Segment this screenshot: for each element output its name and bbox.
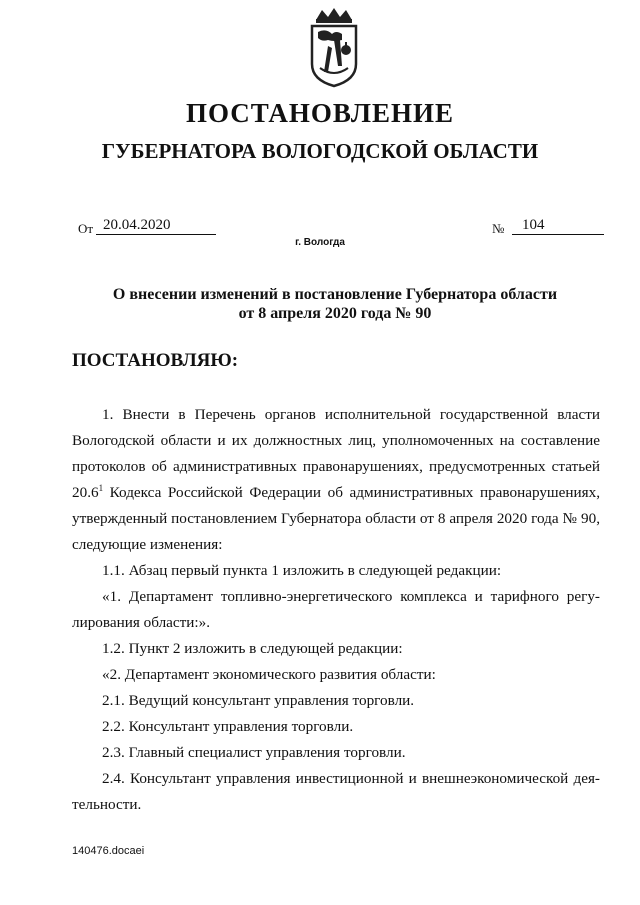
paragraph-1-1: 1.1. Абзац первый пункта 1 изложить в следующей редакции: — [102, 562, 502, 579]
city-name: г. Вологда — [295, 237, 345, 248]
file-code: 140476.docaei — [72, 845, 145, 857]
paragraph-2-4: 2.4. Консультант управления инвестиционной и внешнеэкономической дея-тельности. — [72, 770, 600, 813]
document-number: 104 — [512, 216, 604, 235]
date-label: От — [78, 221, 94, 236]
paragraph-2-3: 2.3. Главный специалист управления торговли. — [102, 744, 406, 761]
number-label: № — [492, 221, 505, 236]
paragraph-2-1: 2.1. Ведущий консультант управления торговли. — [102, 692, 415, 709]
article-superscript: 1 — [98, 482, 104, 493]
paragraph-1-part-a: 1. Внести в Перечень органов исполнительной государственной власти Вологодской области и их должностных лиц, уполномоченных на составление протоколов об административных правонарушениях, предусмотренных статьей 20.6 — [72, 406, 600, 501]
paragraph-quote-2: «2. Департамент экономического развития области: — [102, 666, 436, 683]
paragraph-quote-1: «1. Департамент топливно-энергетического комплекса и тарифного регу-лирования области:». — [72, 588, 600, 631]
paragraph-2-2: 2.2. Консультант управления торговли. — [102, 718, 354, 735]
subject-line-2: от 8 апреля 2020 года № 90 — [238, 305, 432, 322]
document-subject — [100, 285, 570, 323]
document-issuer: ГУБЕРНАТОРА ВОЛОГОДСКОЙ ОБЛАСТИ — [101, 139, 539, 163]
paragraph-1-2: 1.2. Пункт 2 изложить в следующей редакции: — [102, 640, 403, 657]
paragraph-1-part-b: Кодекса Российской Федерации об административных правонарушениях, утвержденный постановлением Губернатора области от 8 апреля 2020 года № 90, следующие изменения: — [72, 484, 600, 553]
decree-heading: ПОСТАНОВЛЯЮ: — [72, 350, 239, 371]
subject-line-1: О внесении изменений в постановление Губернатора области — [112, 286, 558, 303]
document-title: ПОСТАНОВЛЕНИЕ — [185, 98, 455, 128]
coat-of-arms-emblem — [304, 6, 364, 88]
document-date: 20.04.2020 — [96, 216, 216, 235]
document-body — [72, 402, 600, 818]
paragraph-1 — [72, 402, 600, 558]
